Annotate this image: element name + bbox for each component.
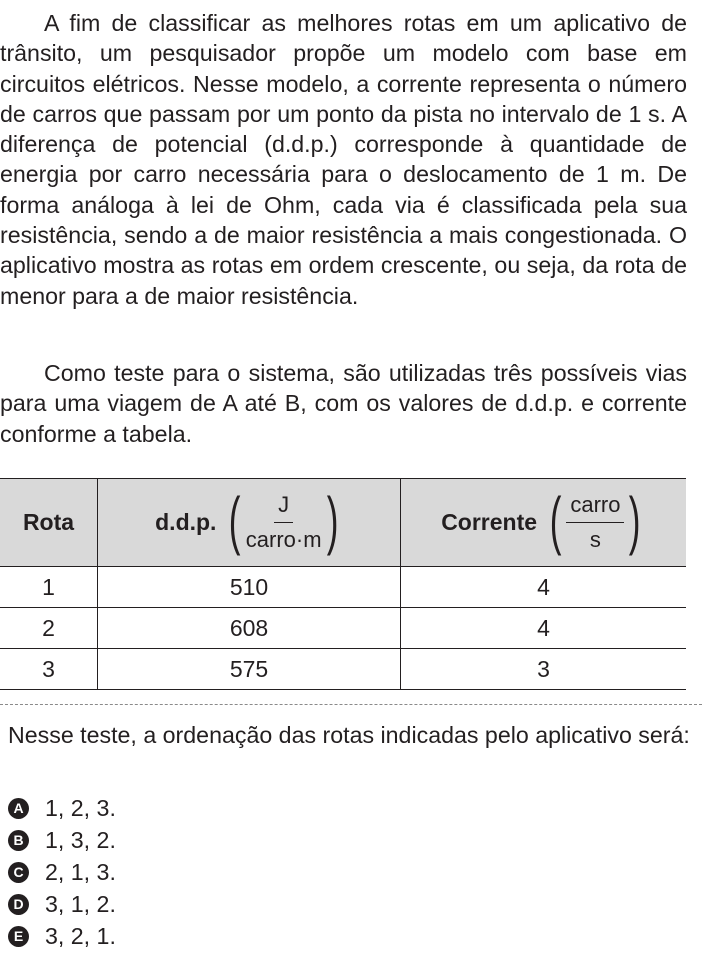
option-d-letter-icon: D xyxy=(8,894,29,915)
option-d[interactable] xyxy=(8,888,116,920)
header-corrente-label: Corrente xyxy=(441,509,538,535)
header-ddp-label: d.d.p. xyxy=(155,509,217,535)
option-d-text: 3, 1, 2. xyxy=(45,890,116,917)
routes-table xyxy=(0,478,686,690)
option-e-text: 3, 2, 1. xyxy=(45,922,116,949)
cell-ddp: 608 xyxy=(98,608,401,649)
answer-options xyxy=(8,792,116,952)
option-a-text: 1, 2, 3. xyxy=(45,794,116,821)
intro-paragraph: A fim de classificar as melhores rotas em um aplicativo de trânsito, um pesquisador propõe um modelo com base em circuitos elétricos. Nesse modelo, a corrente representa o número de carros que passam por um ponto da pista no intervalo de 1 s. A diferença de potencial (d.d.p.) corresponde à quantidade de energia por carro necessária para o deslocamento de 1 m. De forma análoga à lei de Ohm, cada via é classificada pela sua resistência, sendo a de maior resistência a mais congestionada. O aplicativo mostra as rotas em ordem crescente, ou seja, da rota de menor para a de maior resistência. xyxy=(0,10,687,309)
option-b-text: 1, 3, 2. xyxy=(45,826,116,853)
test-paragraph: Como teste para o sistema, são utilizadas três possíveis vias para uma viagem de A até B, com os valores de d.d.p. e corrente conforme a tabela. xyxy=(0,360,687,447)
cell-ddp: 510 xyxy=(98,567,401,608)
section-divider xyxy=(0,704,702,705)
header-ddp xyxy=(98,479,401,567)
corrente-unit: ( $\frac{\text{carro}}{s}$ ) xyxy=(549,483,642,556)
ddp-unit-numerator: J xyxy=(274,492,293,523)
table-row xyxy=(0,608,686,649)
cell-ddp: 575 xyxy=(98,649,401,690)
corrente-unit-numerator: carro xyxy=(566,492,624,523)
ddp-unit: ( $\frac{J}{\text{carro·m}}$ ) xyxy=(229,483,339,556)
cell-corrente: 4 xyxy=(401,567,687,608)
option-a[interactable] xyxy=(8,792,116,824)
option-b-letter-icon: B xyxy=(8,830,29,851)
cell-rota: 1 xyxy=(0,567,98,608)
option-c[interactable] xyxy=(8,856,116,888)
ddp-unit-denominator: carro·m xyxy=(245,527,322,552)
header-corrente xyxy=(401,479,687,567)
corrente-unit-denominator: s xyxy=(589,527,601,552)
question-text: Nesse teste, a ordenação das rotas indicadas pelo aplicativo será: xyxy=(8,722,690,748)
cell-corrente: 4 xyxy=(401,608,687,649)
option-e-letter-icon: E xyxy=(8,926,29,947)
table-row xyxy=(0,567,686,608)
table-row xyxy=(0,649,686,690)
cell-rota: 3 xyxy=(0,649,98,690)
cell-rota: 2 xyxy=(0,608,98,649)
option-e[interactable] xyxy=(8,920,116,952)
cell-corrente: 3 xyxy=(401,649,687,690)
option-b[interactable] xyxy=(8,824,116,856)
header-rota: Rota xyxy=(0,479,98,567)
option-c-letter-icon: C xyxy=(8,862,29,883)
option-c-text: 2, 1, 3. xyxy=(45,858,116,885)
table-header-row xyxy=(0,479,686,567)
option-a-letter-icon: A xyxy=(8,798,29,819)
